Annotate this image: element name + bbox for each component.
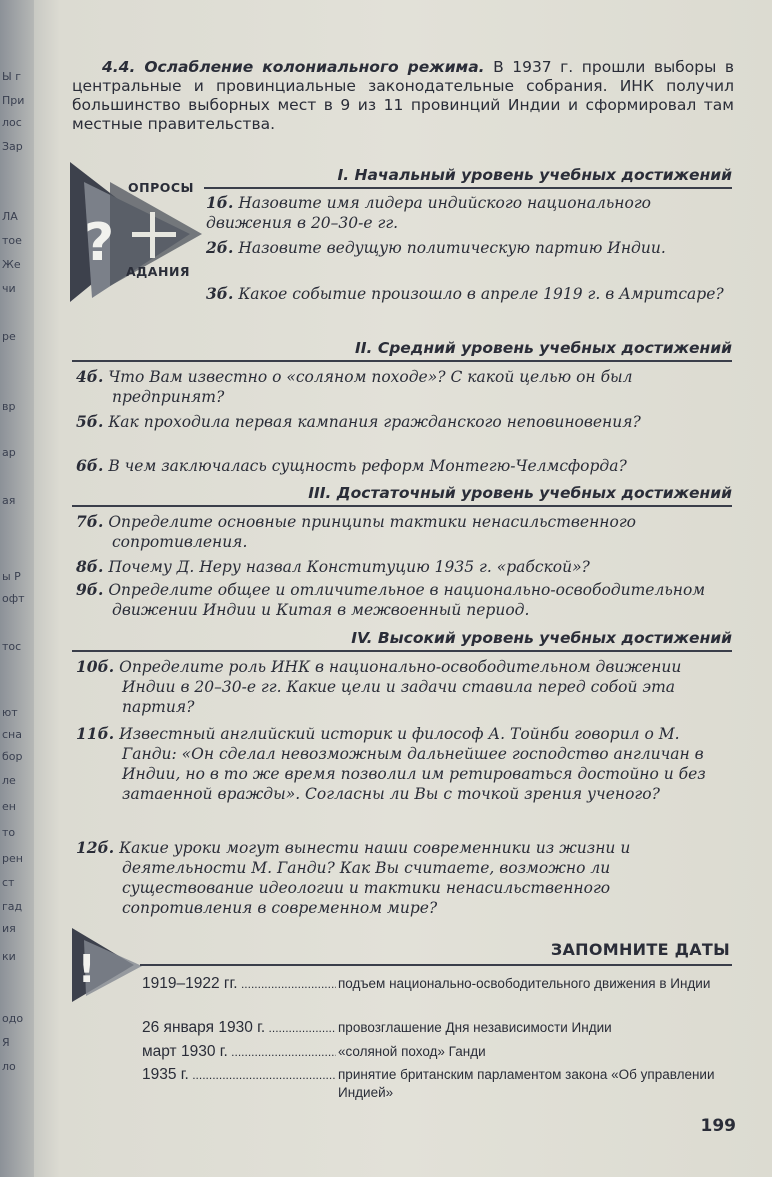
question-2b: 2б. Назовите ведущую политическую партию Индии. bbox=[206, 238, 666, 257]
margin-fragment: гад bbox=[2, 900, 23, 913]
margin-fragment: тос bbox=[2, 640, 22, 653]
margin-fragment: офт bbox=[2, 592, 25, 605]
question-9b: 9б. Определите общее и отличительное в национально-освободительном движении Индии и Китая в межвоенный период. bbox=[76, 580, 706, 619]
margin-fragment: ы Р bbox=[2, 570, 21, 583]
date-label: март 1930 г. ..... bbox=[142, 1042, 336, 1062]
level-3-rule bbox=[72, 505, 732, 507]
intro-text: В 1937 г. прошли выборы в центральные и провинциальные законодательные собрания. ИНК получил большинство выборных мест в 9 из 11 провинций Индии и сформировал там местные правительства. bbox=[72, 58, 734, 133]
question-mark-glyph: ? bbox=[84, 213, 115, 273]
margin-fragment: ло bbox=[2, 1060, 16, 1073]
svg-text:!: ! bbox=[78, 947, 96, 991]
level-2-heading: II. Средний уровень учебных достижений bbox=[355, 339, 732, 357]
margin-fragment: Ы г bbox=[2, 70, 21, 83]
margin-fragment: лос bbox=[2, 116, 22, 129]
intro-title: 4.4. Ослабление колониального режима. bbox=[102, 58, 485, 76]
date-event: подъем национально-освободительного движения в Индии bbox=[338, 976, 711, 991]
question-8b: 8б. Почему Д. Неру назвал Конституцию 1935 г. «рабской»? bbox=[76, 557, 590, 576]
margin-fragment: ия bbox=[2, 922, 16, 935]
level-4-rule bbox=[72, 650, 732, 652]
level-3-heading: III. Достаточный уровень учебных достижений bbox=[308, 484, 732, 502]
margin-fragment: тое bbox=[2, 234, 22, 247]
margin-fragment: При bbox=[2, 94, 25, 107]
margin-fragment: то bbox=[2, 826, 16, 839]
margin-fragment: ЛА bbox=[2, 210, 18, 223]
level-1-heading: I. Начальный уровень учебных достижений bbox=[337, 166, 732, 184]
margin-fragment: рен bbox=[2, 852, 23, 865]
level-4-heading: IV. Высокий уровень учебных достижений bbox=[351, 629, 732, 647]
margin-fragment: ар bbox=[2, 446, 16, 459]
previous-page-margin bbox=[0, 0, 34, 1177]
page-number: 199 bbox=[700, 1116, 736, 1136]
dates-badge bbox=[72, 926, 142, 1004]
margin-fragment: вр bbox=[2, 400, 16, 413]
margin-fragment: чи bbox=[2, 282, 16, 295]
margin-fragment: ки bbox=[2, 950, 16, 963]
question-12b: 12б. Какие уроки могут вынести наши современники из жизни и деятельности М. Ганди? Как Вы считаете, возможно ли существование идеологии и тактики ненасильственного сопротивления в современном мире? bbox=[76, 838, 631, 917]
margin-fragment: Же bbox=[2, 258, 21, 271]
margin-fragment: одо bbox=[2, 1012, 24, 1025]
date-event: принятие британским парламентом закона «Об управлении Индией» bbox=[338, 1067, 715, 1100]
question-3b: 3б. Какое событие произошло в апреле 1919 г. в Амритсаре? bbox=[206, 284, 724, 303]
dates-title: ЗАПОМНИТЕ ДАТЫ bbox=[550, 940, 730, 959]
margin-fragment: ле bbox=[2, 774, 16, 787]
intro-paragraph bbox=[72, 58, 734, 134]
margin-fragment: ая bbox=[2, 494, 16, 507]
badge-bottom-label: АДАНИЯ bbox=[126, 264, 191, 279]
question-11b: 11б. Известный английский историк и философ А. Тойнби говорил о М. Ганди: «Он сделал невозможным дальнейшее господство англичан в Индии, но в то же время позволил им ретироваться достойно и без затаенной вражды». Согласны ли Вы с точкой зрения ученого? bbox=[76, 724, 706, 803]
dates-rule bbox=[140, 964, 732, 966]
date-event: «соляной поход» Ганди bbox=[338, 1044, 486, 1059]
margin-fragment: ре bbox=[2, 330, 16, 343]
date-label: 1935 г. ..... bbox=[142, 1065, 336, 1085]
question-10b: 10б. Определите роль ИНК в национально-освободительном движении Индии в 20–30-е гг. Какие цели и задачи ставила перед собой эта партия? bbox=[76, 657, 682, 716]
date-label: 26 января 1930 г. ..... bbox=[142, 1018, 336, 1038]
badge-top-label: ОПРОСЫ bbox=[128, 180, 195, 195]
date-event: провозглашение Дня независимости Индии bbox=[338, 1020, 612, 1035]
margin-fragment: ен bbox=[2, 800, 16, 813]
margin-fragment: ют bbox=[2, 706, 18, 719]
margin-fragment: сна bbox=[2, 728, 22, 741]
question-7b: 7б. Определите основные принципы тактики ненасильственного сопротивления. bbox=[76, 512, 637, 551]
margin-fragment: Зар bbox=[2, 140, 23, 153]
margin-fragment: бор bbox=[2, 750, 23, 763]
date-label: 1919–1922 гг. ..... bbox=[142, 974, 336, 994]
level-2-rule bbox=[72, 360, 732, 362]
question-6b: 6б. В чем заключалась сущность реформ Монтегю-Челмсфорда? bbox=[76, 456, 627, 475]
margin-fragment: Я bbox=[2, 1036, 10, 1049]
question-1b: 1б. Назовите имя лидера индийского национального движения в 20–30-е гг. bbox=[206, 193, 652, 232]
question-4b: 4б. Что Вам известно о «соляном походе»? С какой целью он был предпринят? bbox=[76, 367, 633, 406]
margin-fragment: ст bbox=[2, 876, 15, 889]
question-5b: 5б. Как проходила первая кампания гражданского неповиновения? bbox=[76, 412, 641, 431]
exclamation-icon bbox=[72, 926, 142, 1004]
level-1-rule bbox=[204, 187, 732, 189]
